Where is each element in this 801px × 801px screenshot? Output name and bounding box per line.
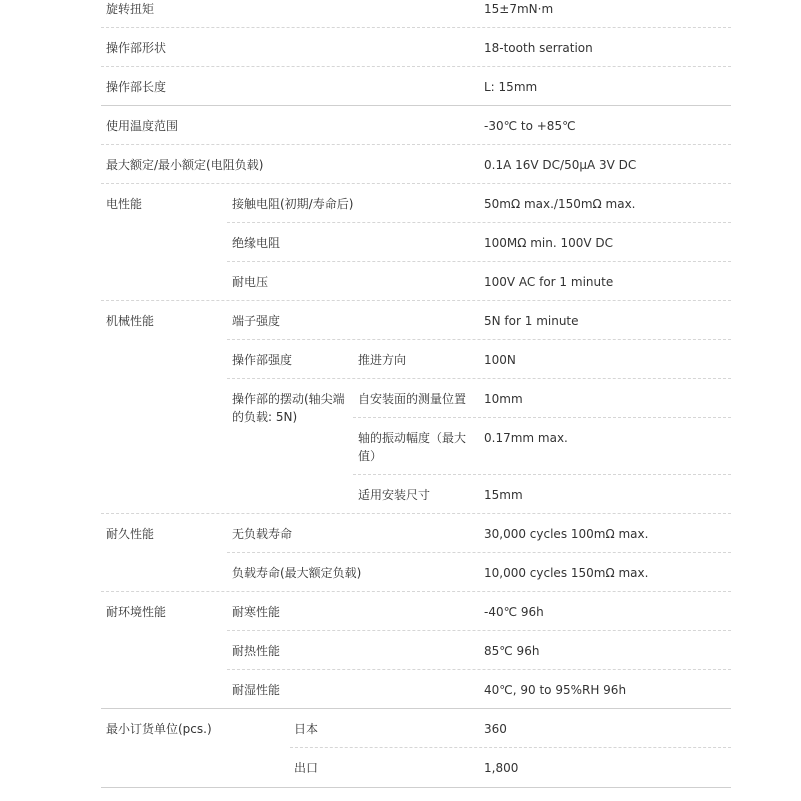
row-divider [101, 591, 731, 592]
spec-value: 18-tooth serration [484, 41, 593, 55]
group-label: 耐环境性能 [106, 605, 167, 619]
spec-value: 100MΩ min. 100V DC [484, 236, 614, 250]
section-divider [101, 787, 731, 788]
spec-label: 日本 [294, 722, 319, 736]
spec-label: 操作部的摆动(轴尖端的负载: 5N) [232, 392, 345, 424]
row-divider [227, 552, 731, 553]
spec-label: 最大额定/最小额定(电阻负载) [106, 158, 264, 172]
spec-value: 15mm [484, 488, 523, 502]
spec-value: 100V AC for 1 minute [484, 275, 614, 289]
spec-sublabel: 自安装面的测量位置 [358, 392, 467, 406]
spec-label: 端子强度 [232, 314, 281, 328]
spec-label: 出口 [294, 761, 319, 775]
row-divider [227, 339, 731, 340]
spec-label: 负载寿命(最大额定负载) [232, 566, 362, 580]
spec-label: 使用温度范围 [106, 119, 179, 133]
spec-value: 360 [484, 722, 507, 736]
row-divider [353, 474, 731, 475]
spec-value: 85℃ 96h [484, 644, 540, 658]
row-divider [227, 669, 731, 670]
spec-label: 绝缘电阻 [232, 236, 281, 250]
spec-label: 操作部强度 [232, 353, 293, 367]
group-label: 电性能 [106, 197, 143, 211]
spec-label: 操作部长度 [106, 80, 167, 94]
group-label: 耐久性能 [106, 527, 155, 541]
row-divider [227, 630, 731, 631]
row-divider [353, 417, 731, 418]
spec-value: L: 15mm [484, 80, 538, 94]
spec-value: 10mm [484, 392, 523, 406]
row-divider [101, 183, 731, 184]
spec-label: 操作部形状 [106, 41, 167, 55]
spec-value: 40℃, 90 to 95%RH 96h [484, 683, 627, 697]
row-divider [227, 261, 731, 262]
spec-sublabel: 推进方向 [358, 353, 407, 367]
row-divider [101, 300, 731, 301]
section-divider [101, 708, 731, 709]
spec-label: 耐电压 [232, 275, 269, 289]
row-divider [101, 27, 731, 28]
spec-value: 1,800 [484, 761, 519, 775]
spec-label: 耐寒性能 [232, 605, 281, 619]
spec-value: 15±7mN·m [484, 2, 554, 16]
group-label: 最小订货单位(pcs.) [106, 722, 212, 736]
spec-value: 10,000 cycles 150mΩ max. [484, 566, 649, 580]
row-divider [101, 144, 731, 145]
section-divider [101, 105, 731, 106]
spec-value: 5N for 1 minute [484, 314, 579, 328]
row-divider [101, 513, 731, 514]
spec-value: -40℃ 96h [484, 605, 544, 619]
spec-value: 0.1A 16V DC/50μA 3V DC [484, 158, 637, 172]
spec-value: -30℃ to +85℃ [484, 119, 576, 133]
spec-value: 100N [484, 353, 516, 367]
spec-value: 0.17mm max. [484, 431, 568, 445]
spec-value: 50mΩ max./150mΩ max. [484, 197, 636, 211]
spec-sublabel: 适用安装尺寸 [358, 488, 431, 502]
row-divider [290, 747, 731, 748]
group-label: 机械性能 [106, 314, 155, 328]
row-divider [101, 66, 731, 67]
spec-label: 旋转扭矩 [106, 2, 155, 16]
row-divider [227, 378, 731, 379]
row-divider [227, 222, 731, 223]
spec-label: 接触电阻(初期/寿命后) [232, 197, 354, 211]
spec-label: 无负载寿命 [232, 527, 293, 541]
spec-sublabel: 轴的振动幅度（最大值） [358, 431, 467, 463]
spec-value: 30,000 cycles 100mΩ max. [484, 527, 649, 541]
spec-label: 耐湿性能 [232, 683, 281, 697]
spec-label: 耐热性能 [232, 644, 281, 658]
